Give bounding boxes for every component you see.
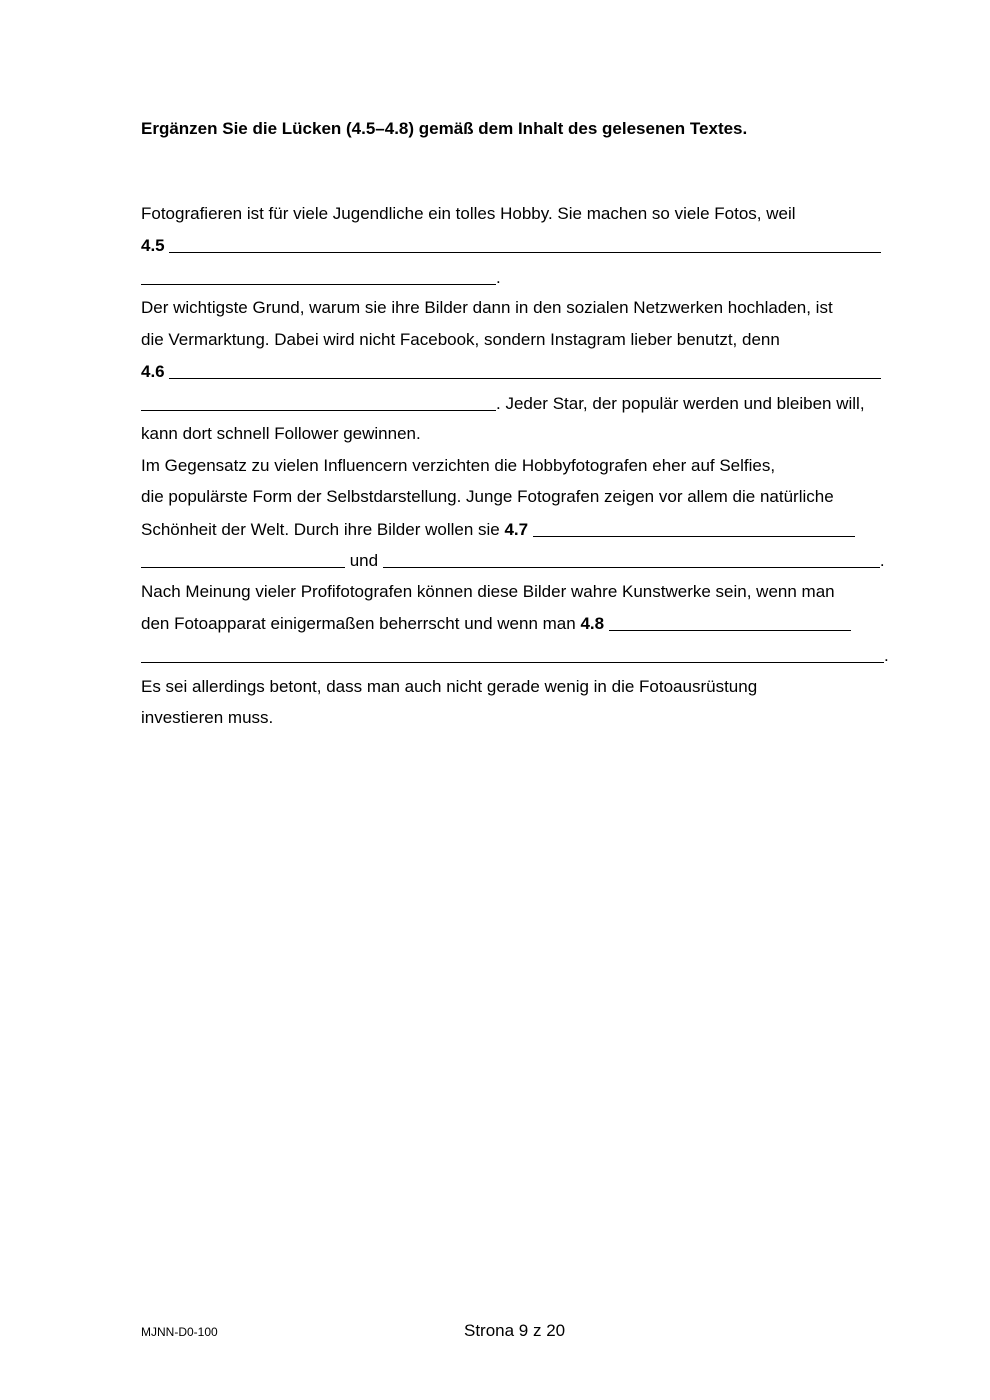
- answer-blank-4-6b[interactable]: [141, 394, 496, 411]
- gap-line-4-8: [141, 612, 851, 634]
- gap-line-4-8-cont: [141, 644, 889, 666]
- text-line-7: kann dort schnell Follower gewinnen.: [141, 424, 421, 443]
- gap-line-4-7: [141, 518, 855, 540]
- gap-line-4-7-cont: [141, 549, 885, 571]
- gap-label-4-8: 4.8: [580, 614, 605, 633]
- gap-label-4-7: 4.7: [504, 520, 529, 539]
- text-line-8: Im Gegensatz zu vielen Influencern verzichten die Hobbyfotografen eher auf Selfies,: [141, 456, 776, 475]
- text-line-1: Fotografieren ist für viele Jugendliche ein tolles Hobby. Sie machen so viele Fotos, weil: [141, 204, 796, 223]
- answer-blank-4-8b[interactable]: [141, 646, 884, 663]
- gap-label-4-6: 4.6: [141, 362, 165, 381]
- text-line-16: investieren muss.: [141, 708, 274, 727]
- answer-blank-4-7a[interactable]: [533, 520, 855, 537]
- text-line-9: die populärste Form der Selbstdarstellung. Junge Fotografen zeigen vor allem die natürliche: [141, 487, 834, 506]
- answer-blank-4-7c[interactable]: [383, 551, 880, 568]
- answer-blank-4-8a[interactable]: [609, 614, 851, 631]
- text-line-3: Der wichtigste Grund, warum sie ihre Bilder dann in den sozialen Netzwerken hochladen, ist: [141, 298, 833, 317]
- answer-blank-4-6a[interactable]: [169, 362, 881, 379]
- exam-code: MJNN-D0-100: [141, 1325, 218, 1339]
- text-line-6-tail: . Jeder Star, der populär werden und bleiben will,: [496, 394, 865, 413]
- gap-line-4-5: [141, 234, 881, 256]
- page-number: Strona 9 z 20: [464, 1321, 566, 1340]
- gap-line-4-5-cont: [141, 266, 501, 288]
- answer-blank-4-7b[interactable]: [141, 551, 345, 568]
- period: .: [496, 268, 501, 287]
- text-line-12: Nach Meinung vieler Profifotografen können diese Bilder wahre Kunstwerke sein, wenn man: [141, 582, 835, 601]
- text-line-15: Es sei allerdings betont, dass man auch nicht gerade wenig in die Fotoausrüstung: [141, 677, 758, 696]
- task-instruction: Ergänzen Sie die Lücken (4.5–4.8) gemäß dem Inhalt des gelesenen Textes.: [141, 119, 748, 138]
- answer-blank-4-5a[interactable]: [169, 236, 881, 253]
- period: .: [884, 646, 889, 665]
- gap-line-4-6-cont: [141, 392, 865, 414]
- text-line-4: die Vermarktung. Dabei wird nicht Facebook, sondern Instagram lieber benutzt, denn: [141, 330, 780, 349]
- und-word: und: [345, 551, 383, 570]
- gap-line-4-6: [141, 360, 881, 382]
- gap-label-4-5: 4.5: [141, 236, 165, 255]
- text-line-13: den Fotoapparat einigermaßen beherrscht und wenn man: [141, 614, 581, 633]
- text-line-10: Schönheit der Welt. Durch ihre Bilder wollen sie: [141, 520, 505, 539]
- period: .: [879, 551, 885, 570]
- answer-blank-4-5b[interactable]: [141, 268, 496, 285]
